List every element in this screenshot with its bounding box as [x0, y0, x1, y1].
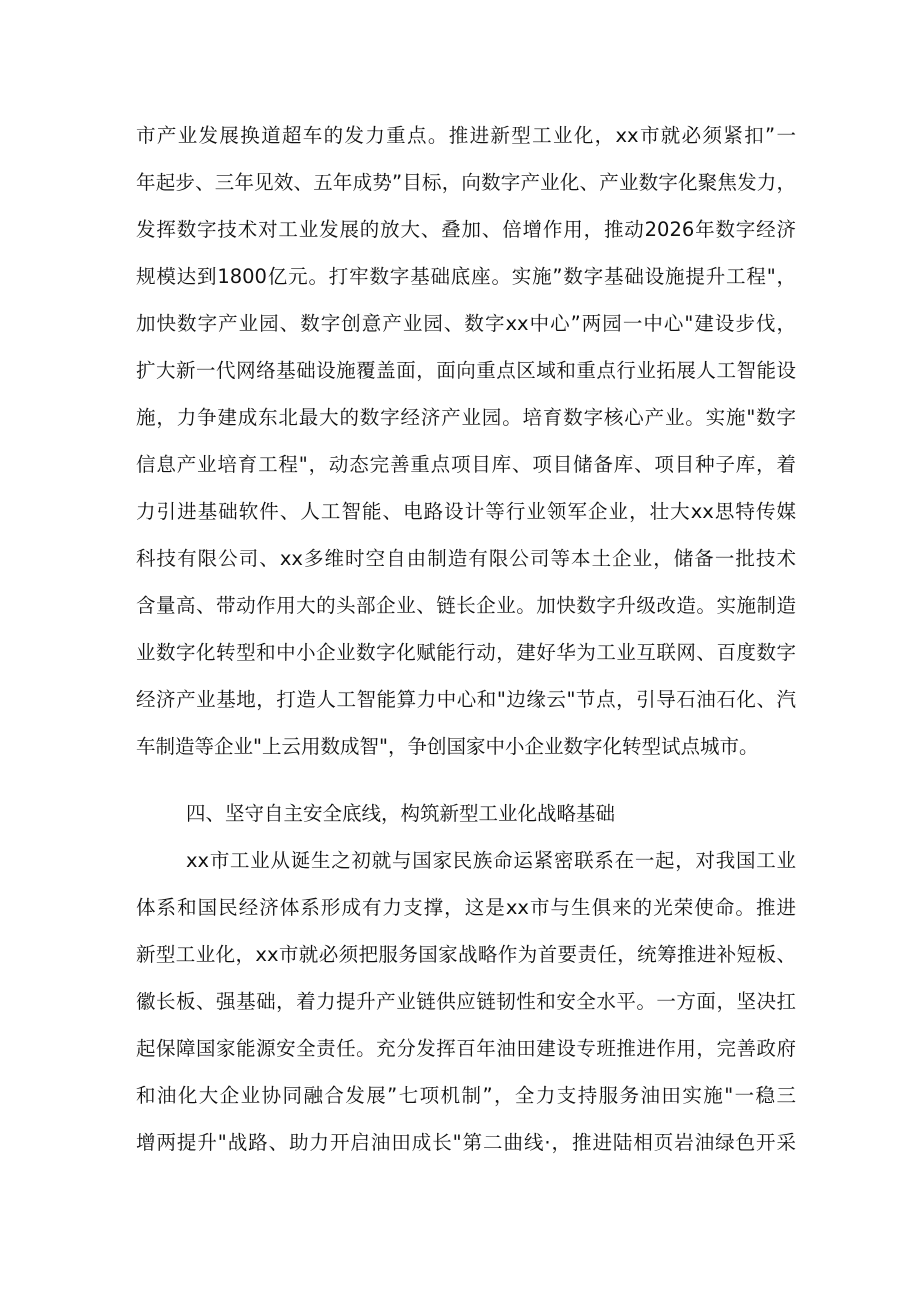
paragraph-1-line-9: 力引进基础软件、人工智能、电路设计等行业领军企业，壮大xx思特传媒 [136, 500, 796, 523]
paragraph-2-line-6: 和油化大企业协同融合发展”七项机制”，全力支持服务油田实施"一稳三 [136, 1084, 796, 1107]
section-heading: 四、坚守自主安全底线，构筑新型工业化战略基础 [186, 802, 616, 825]
paragraph-1-line-8: 信息产业培育工程"，动态完善重点项目库、项目储备库、项目种子库，着 [136, 453, 796, 476]
paragraph-1-line-14: 车制造等企业"上云用数成智"，争创国家中小企业数字化转型试点城市。 [136, 735, 759, 758]
paragraph-1-line-10: 科技有限公司、xx多维时空自由制造有限公司等本土企业，储备一批技术 [136, 547, 796, 570]
paragraph-2-line-1: xx市工业从诞生之初就与国家民族命运紧密联系在一起，对我国工业 [186, 849, 796, 872]
paragraph-2-line-5: 起保障国家能源安全责任。充分发挥百年油田建设专班推进作用，完善政府 [136, 1037, 796, 1060]
paragraph-2-line-2: 体系和国民经济体系形成有力支撑，这是xx市与生俱来的光荣使命。推进 [136, 896, 796, 919]
paragraph-2-line-3: 新型工业化，xx市就必须把服务国家战略作为首要责任，统筹推进补短板、 [136, 943, 796, 966]
paragraph-1-line-4: 规模达到1800亿元。打牢数字基础底座。实施”数字基础设施提升工程"， [136, 265, 796, 288]
paragraph-1-line-2: 年起步、三年见效、五年成势”目标，向数字产业化、产业数字化聚焦发力， [136, 171, 796, 194]
paragraph-1-line-12: 业数字化转型和中小企业数字化赋能行动，建好华为工业互联网、百度数字 [136, 641, 796, 664]
paragraph-1-line-13: 经济产业基地，打造人工智能算力中心和"边缘云"节点，引导石油石化、汽 [136, 688, 796, 711]
paragraph-1-line-3: 发挥数字技术对工业发展的放大、叠加、倍增作用，推动2026年数字经济 [136, 218, 796, 241]
paragraph-1-line-1: 市产业发展换道超车的发力重点。推进新型工业化，xx市就必须紧扣”一 [136, 124, 796, 147]
paragraph-1-line-6: 扩大新一代网络基础设施覆盖面，面向重点区域和重点行业拓展人工智能设 [136, 359, 796, 382]
paragraph-1-line-5: 加快数字产业园、数字创意产业园、数字xx中心”两园一中心"建设步伐， [136, 312, 796, 335]
paragraph-1-line-11: 含量高、带动作用大的头部企业、链长企业。加快数字升级改造。实施制造 [136, 594, 796, 617]
paragraph-2-line-4: 徽长板、强基础，着力提升产业链供应链韧性和安全水平。一方面，坚决扛 [136, 990, 796, 1013]
paragraph-1-line-7: 施，力争建成东北最大的数字经济产业园。培育数字核心产业。实施"数字 [136, 406, 796, 429]
paragraph-2-line-7: 增两提升"战路、助力开启油田成长"第二曲线·，推进陆相页岩油绿色开采 [136, 1131, 796, 1154]
